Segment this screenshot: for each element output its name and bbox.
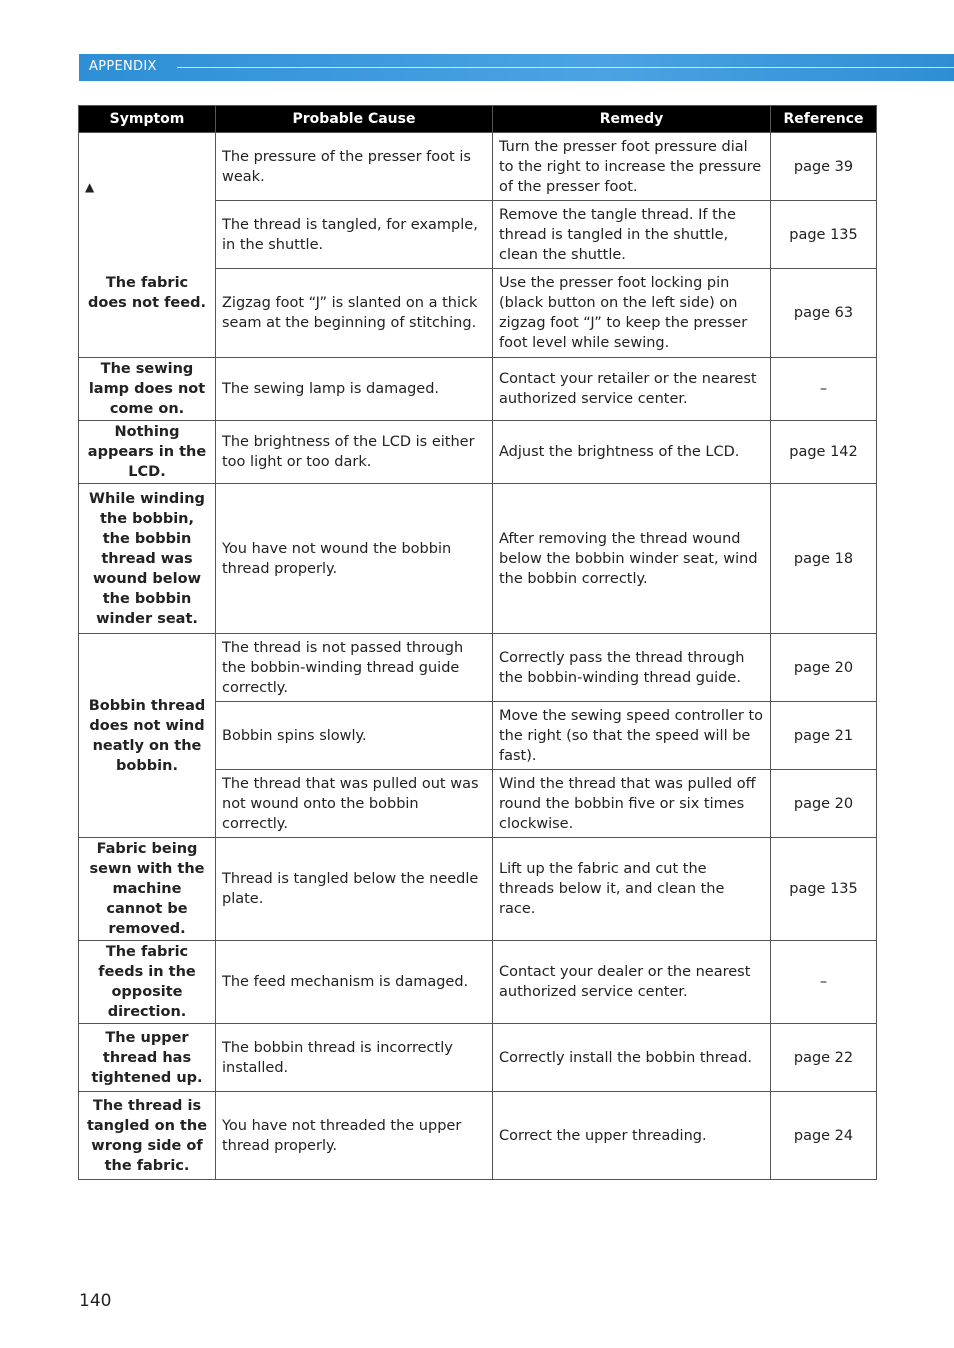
symptom-cell: The fabric feeds in the opposite direction.: [79, 941, 216, 1024]
remedy-cell: Adjust the brightness of the LCD.: [493, 421, 771, 484]
table-row: [79, 133, 877, 201]
remedy-cell: After removing the thread wound below the bobbin winder seat, wind the bobbin correctly.: [493, 484, 771, 634]
remedy-cell: Contact your retailer or the nearest authorized service center.: [493, 358, 771, 421]
reference-cell: page 22: [771, 1024, 877, 1092]
table-row: [79, 838, 877, 941]
remedy-cell: Correct the upper threading.: [493, 1092, 771, 1180]
table-row: [79, 421, 877, 484]
cause-cell: Bobbin spins slowly.: [216, 702, 493, 770]
reference-cell: page 39: [771, 133, 877, 201]
reference-cell: page 18: [771, 484, 877, 634]
reference-cell: page 135: [771, 201, 877, 269]
symptom-cell: The sewing lamp does not come on.: [79, 358, 216, 421]
table-row: [79, 484, 877, 634]
symptom-cell: Nothing appears in the LCD.: [79, 421, 216, 484]
reference-cell: –: [771, 941, 877, 1024]
cause-cell: The brightness of the LCD is either too light or too dark.: [216, 421, 493, 484]
symptom-text: The fabric does not feed.: [88, 275, 206, 311]
header-rule: [177, 67, 954, 68]
page-number: 140: [79, 1291, 112, 1311]
reference-cell: page 135: [771, 838, 877, 941]
reference-cell: page 63: [771, 269, 877, 358]
troubleshooting-table: [78, 105, 877, 1180]
cause-cell: The pressure of the presser foot is weak.: [216, 133, 493, 201]
table-row: [79, 941, 877, 1024]
remedy-cell: Remove the tangle thread. If the thread is tangled in the shuttle, clean the shuttle.: [493, 201, 771, 269]
cause-cell: The thread that was pulled out was not wound onto the bobbin correctly.: [216, 770, 493, 838]
section-title: APPENDIX: [89, 59, 157, 74]
symptom-cell: The upper thread has tightened up.: [79, 1024, 216, 1092]
cause-cell: The sewing lamp is damaged.: [216, 358, 493, 421]
cause-cell: Zigzag foot “J” is slanted on a thick seam at the beginning of stitching.: [216, 269, 493, 358]
remedy-cell: Use the presser foot locking pin (black button on the left side) on zigzag foot “J” to keep the presser foot level while sewing.: [493, 269, 771, 358]
column-header-symptom: Symptom: [79, 106, 216, 133]
symptom-cell: [79, 133, 216, 358]
column-header-cause: Probable Cause: [216, 106, 493, 133]
remedy-cell: Correctly pass the thread through the bobbin-winding thread guide.: [493, 634, 771, 702]
section-header-band: [79, 54, 954, 81]
remedy-cell: Move the sewing speed controller to the right (so that the speed will be fast).: [493, 702, 771, 770]
symptom-cell: Bobbin thread does not wind neatly on the bobbin.: [79, 634, 216, 838]
triangle-marker-icon: ▲: [85, 180, 95, 194]
table-header-row: [79, 106, 877, 133]
reference-cell: page 142: [771, 421, 877, 484]
reference-cell: page 20: [771, 634, 877, 702]
symptom-cell: Fabric being sewn with the machine cannot be removed.: [79, 838, 216, 941]
column-header-reference: Reference: [771, 106, 877, 133]
cause-cell: The thread is not passed through the bobbin-winding thread guide correctly.: [216, 634, 493, 702]
remedy-cell: Contact your dealer or the nearest authorized service center.: [493, 941, 771, 1024]
cause-cell: The thread is tangled, for example, in the shuttle.: [216, 201, 493, 269]
cause-cell: Thread is tangled below the needle plate.: [216, 838, 493, 941]
column-header-remedy: Remedy: [493, 106, 771, 133]
symptom-cell: While winding the bobbin, the bobbin thread was wound below the bobbin winder seat.: [79, 484, 216, 634]
table-row: [79, 634, 877, 702]
cause-cell: You have not wound the bobbin thread properly.: [216, 484, 493, 634]
symptom-cell: The thread is tangled on the wrong side of the fabric.: [79, 1092, 216, 1180]
table-row: [79, 358, 877, 421]
reference-cell: page 24: [771, 1092, 877, 1180]
table-row: [79, 1092, 877, 1180]
cause-cell: You have not threaded the upper thread properly.: [216, 1092, 493, 1180]
table-row: [79, 1024, 877, 1092]
cause-cell: The feed mechanism is damaged.: [216, 941, 493, 1024]
remedy-cell: Wind the thread that was pulled off round the bobbin five or six times clockwise.: [493, 770, 771, 838]
reference-cell: page 21: [771, 702, 877, 770]
reference-cell: page 20: [771, 770, 877, 838]
remedy-cell: Lift up the fabric and cut the threads below it, and clean the race.: [493, 838, 771, 941]
remedy-cell: Turn the presser foot pressure dial to the right to increase the pressure of the presser foot.: [493, 133, 771, 201]
remedy-cell: Correctly install the bobbin thread.: [493, 1024, 771, 1092]
reference-cell: –: [771, 358, 877, 421]
cause-cell: The bobbin thread is incorrectly installed.: [216, 1024, 493, 1092]
